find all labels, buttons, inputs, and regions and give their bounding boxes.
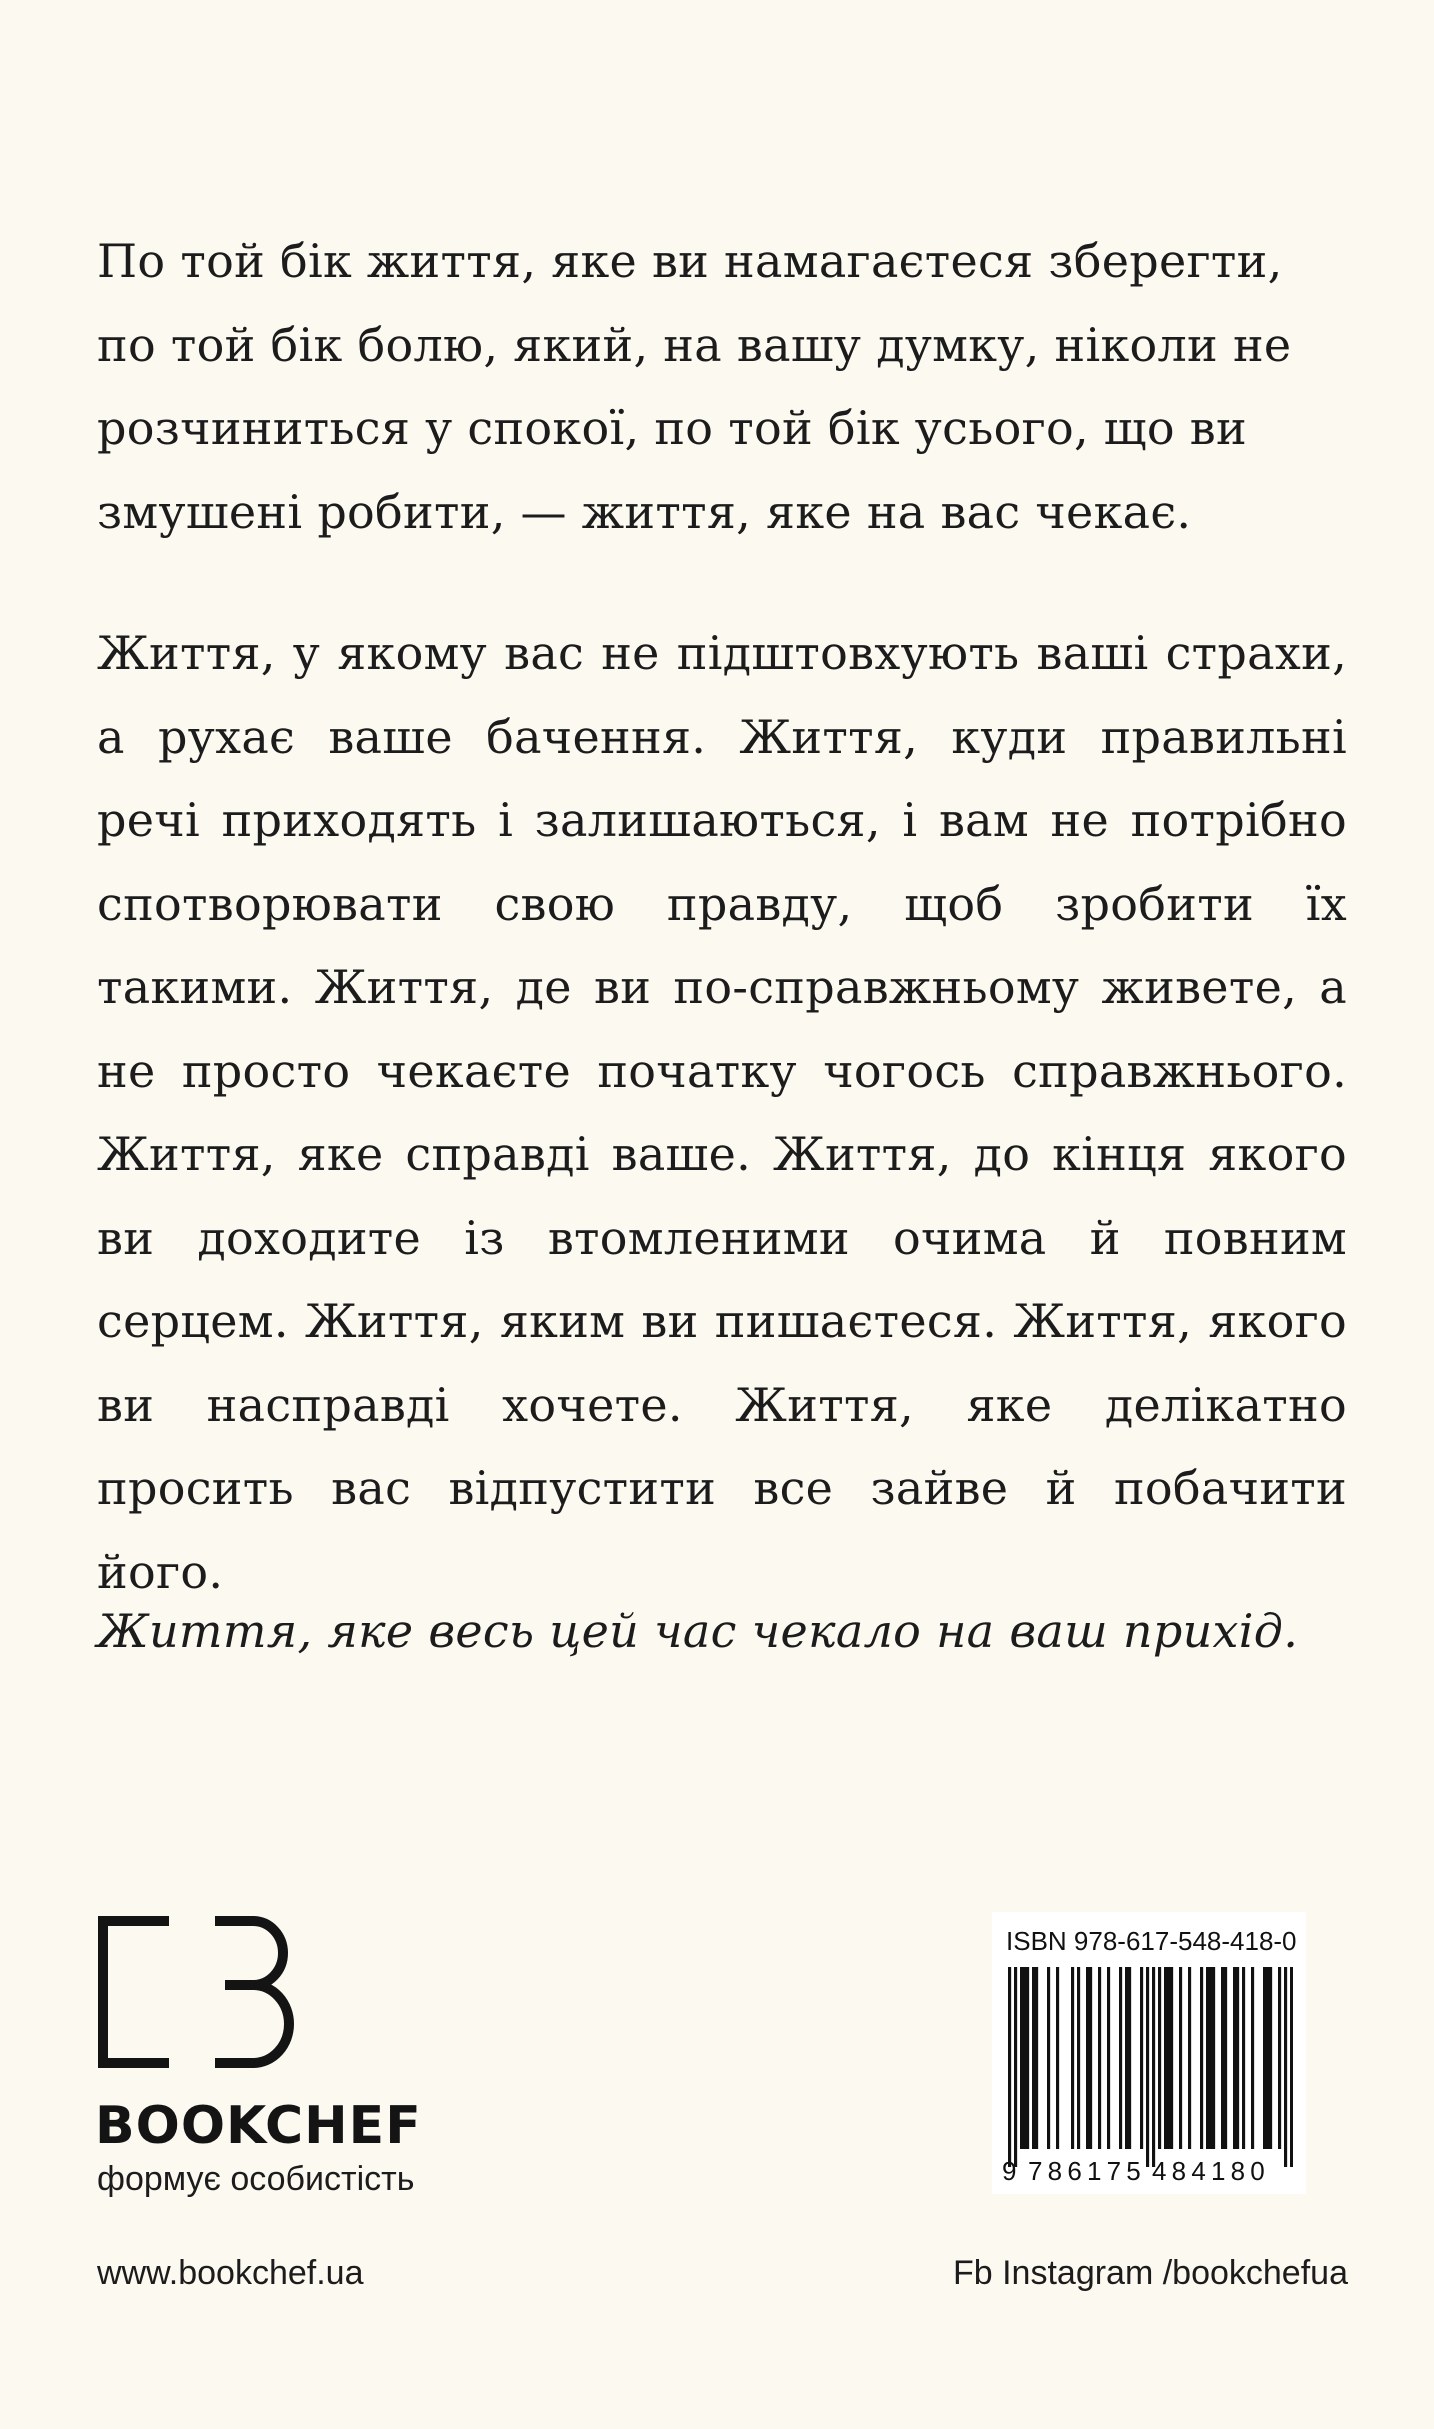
ean-left-digits: 786175	[1028, 2156, 1146, 2186]
barcode-bar	[1266, 1967, 1269, 2149]
barcode-bar	[1056, 1967, 1059, 2149]
barcode-bar	[1140, 1967, 1143, 2149]
barcode-bar	[1206, 1967, 1209, 2149]
social-links[interactable]: Fb Instagram /bookchefua	[952, 2254, 1348, 2292]
ean-first-digit: 9	[1002, 2156, 1017, 2186]
barcode-bar	[1152, 1967, 1155, 2167]
barcode-bar	[1047, 1967, 1050, 2149]
barcode-bar	[1020, 1967, 1023, 2149]
barcode-bar	[1128, 1967, 1131, 2149]
publisher-name: BOOKCHEF	[95, 2096, 422, 2156]
barcode-bar	[1086, 1967, 1089, 2149]
barcode-bar	[1071, 1967, 1074, 2149]
barcode-bar	[1221, 1967, 1224, 2149]
barcode-bar	[1290, 1967, 1293, 2167]
barcode-bar	[1251, 1967, 1254, 2149]
barcode-bar	[1212, 1967, 1215, 2149]
barcode-bar	[1263, 1967, 1266, 2149]
barcode-bar	[1098, 1967, 1101, 2149]
barcode-bar	[1188, 1967, 1191, 2149]
barcode-bar	[1242, 1967, 1245, 2149]
barcode-bar	[1236, 1967, 1239, 2149]
barcode-bar	[1107, 1967, 1110, 2149]
barcode-bars	[1008, 1967, 1293, 2167]
barcode-bar	[1125, 1967, 1128, 2149]
barcode-bar	[1158, 1967, 1161, 2149]
barcode-bar	[1278, 1967, 1281, 2149]
barcode-bar	[1200, 1967, 1203, 2149]
barcode-bar	[1026, 1967, 1029, 2149]
paragraph-2: Життя, у якому вас не підштовхують ваші страхи, а рухає ваше бачення. Життя, куди правильні речі приходять і залишаються, і вам не потрібно спотворювати свою правду, щоб зробити їх такими. Життя, де ви по-справжньому живете, а не просто чекаєте початку чогось справжнього. Життя, яке справді ваше. Життя, до кінця якого ви доходите із втомленими очима й повним серцем. Життя, яким ви пишаєтеся. Життя, якого ви насправді хочете. Життя, яке делікатно просить вас відпустити все зайве й побачити його.	[97, 626, 1347, 1599]
barcode-bar	[1269, 1967, 1272, 2149]
barcode-bar	[1119, 1967, 1122, 2149]
barcode-bar	[1167, 1967, 1170, 2149]
website-link[interactable]: www.bookchef.ua	[97, 2254, 364, 2292]
barcode-bar	[1224, 1967, 1227, 2149]
publisher-tagline: формує особистість	[97, 2160, 415, 2198]
barcode-bar	[1233, 1967, 1236, 2149]
barcode-bar	[1089, 1967, 1092, 2149]
barcode-bar	[1170, 1967, 1173, 2149]
barcode-bar	[1032, 1967, 1035, 2149]
barcode-bar	[1077, 1967, 1080, 2149]
ean-right-digits: 484180	[1152, 2156, 1270, 2186]
ean-digits	[1002, 2158, 1302, 2190]
barcode-bar	[1008, 1967, 1011, 2167]
isbn-label: ISBN 978-617-548-418-0	[1006, 1926, 1297, 1956]
barcode-bar	[1209, 1967, 1212, 2149]
barcode-bar	[1179, 1967, 1182, 2149]
bookchef-logo-icon	[97, 1915, 297, 2075]
barcode-bar	[1014, 1967, 1017, 2167]
barcode-bar	[1023, 1967, 1026, 2149]
barcode-bar	[1164, 1967, 1167, 2149]
paragraph-1: По той бік життя, яке ви намагаєтеся зберегти, по той бік болю, який, на вашу думку, ніколи не розчиниться у спокої, по той бік усього, що ви змушені робити, — життя, яке на вас чекає.	[97, 234, 1292, 539]
barcode-bar	[1035, 1967, 1038, 2149]
isbn-barcode	[992, 1912, 1306, 2194]
paragraph-3-italic: Життя, яке весь цей час чекало на ваш прихід.	[97, 1604, 1299, 1658]
barcode-bar	[1146, 1967, 1149, 2167]
barcode-bar	[1284, 1967, 1287, 2167]
